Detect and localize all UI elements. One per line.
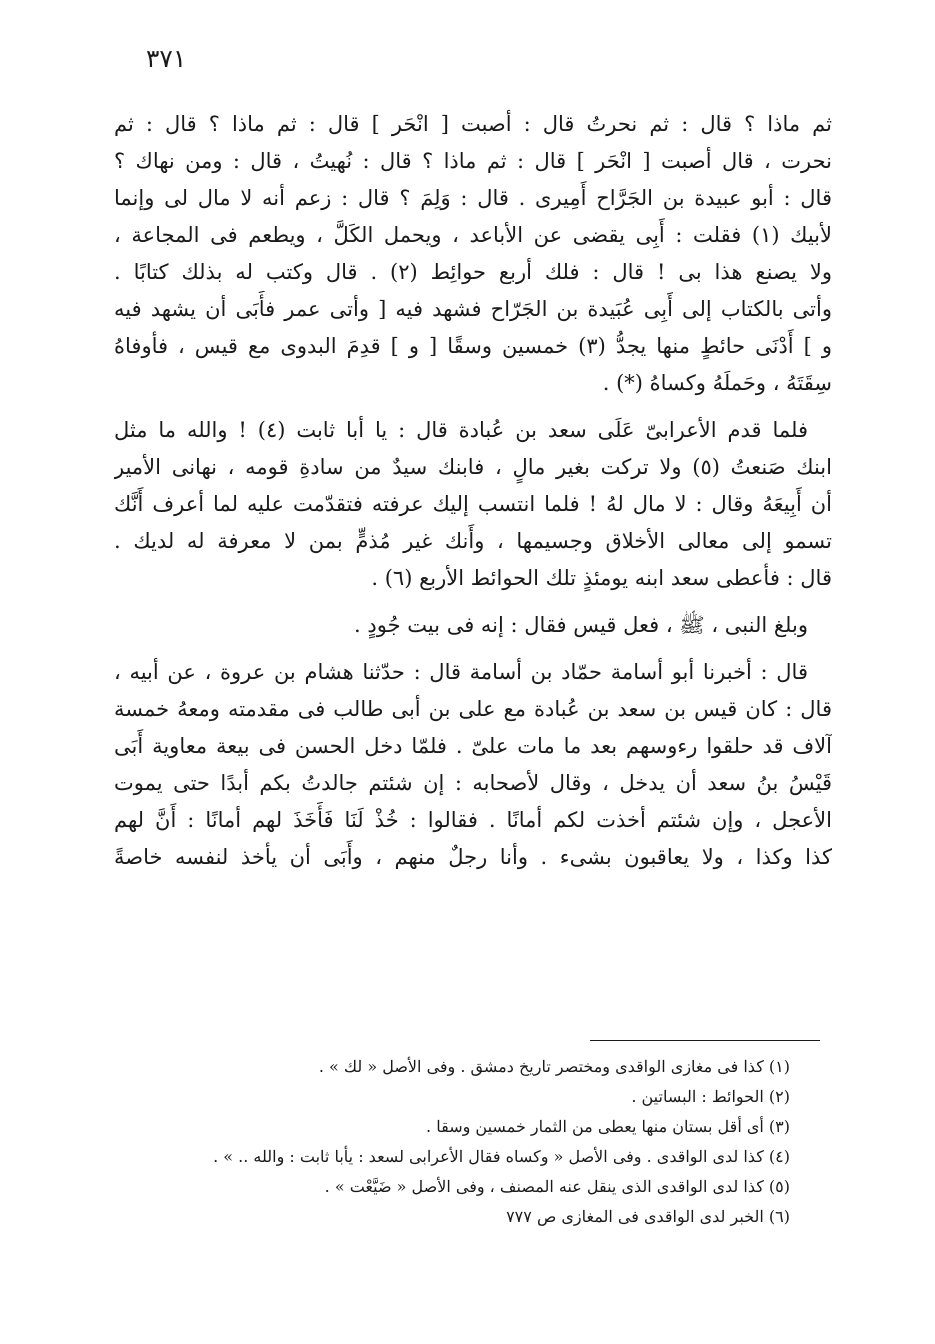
paragraph-4 bbox=[114, 654, 832, 876]
text-line: ثم ماذا ؟ قال : ثم نحرتُ قال : أصبت [ انْحَر ] قال : ثم ماذا ؟ قال : ثم bbox=[114, 112, 832, 136]
paragraph-gap bbox=[114, 597, 832, 607]
paragraph-1 bbox=[114, 106, 832, 402]
text-line: تسمو إلى معالى الأخلاق وجسيمها ، وأَنك غير مُذمٍّ بمن لا معرفة له لديك . bbox=[114, 529, 832, 553]
text-line: وأتى بالكتاب إلى أَبِى عُبَيدة بن الجَرّاح فشهد فيه [ وأتى عمر فأَبَى أن يشهد فيه bbox=[114, 297, 832, 321]
footnote-divider bbox=[590, 1040, 820, 1041]
paragraph-2 bbox=[114, 412, 832, 597]
footnote: (١) كذا فى مغازى الواقدى ومختصر تاريخ دمشق . وفى الأصل « لك » . bbox=[318, 1057, 790, 1076]
text-line: أن أَبِيعَهُ وقال : لا مال لهُ ! فلما انتسب إليك عرفته فتقدّمت عليه لما أعرف أَنَّك bbox=[114, 492, 832, 516]
text-line: ولا يصنع هذا بى ! قال : فلك أربع حوائِط (٢) . قال وكتب له بذلك كتابًا . bbox=[114, 260, 832, 284]
text-line: لأبيك (١) فقلت : أَبِى يقضى عن الأباعد ، ويحمل الكَلَّ ، ويطعم فى المجاعة ، bbox=[114, 223, 832, 247]
footnote: (٢) الحوائط : البساتين . bbox=[631, 1087, 790, 1106]
footnote: (٦) الخبر لدى الواقدى فى المغازى ص ٧٧٧ bbox=[506, 1207, 790, 1226]
text-line: قال : أبو عبيدة بن الجَرَّاح أَمِيرى . قال : وَلِمَ ؟ قال : زعم أنه لا مال لى وإنما bbox=[114, 186, 832, 210]
text-line: آلاف قد حلقوا رءوسهم بعد ما مات علىّ . فلمّا دخل الحسن فى بيعة معاوية أَبَى bbox=[114, 734, 832, 758]
paragraph-gap bbox=[114, 402, 832, 412]
footnote: (٥) كذا لدى الواقدى الذى ينقل عنه المصنف ، وفى الأصل « ضَيَّعْت » . bbox=[324, 1177, 790, 1196]
text-line: كذا وكذا ، ولا يعاقبون بشىء . وأنا رجلٌ منهم ، وأَبَى أن يأخذ لنفسه خاصةً bbox=[114, 845, 832, 869]
text-line: سِقَتَهُ ، وحَملَهُ وكساهُ (*) . bbox=[602, 371, 832, 395]
footnotes bbox=[114, 1052, 790, 1232]
text-line: و ] أَدْنَى حائطٍ منها يجدُّ (٣) خمسين وسقًا [ و ] قدِمَ البدوى مع قيس ، فأوفاهُ bbox=[114, 334, 832, 358]
paragraph-3 bbox=[114, 607, 832, 644]
footnote: (٤) كذا لدى الواقدى . وفى الأصل « وكساه فقال الأعرابى لسعد : يأبا ثابت : والله .. » . bbox=[213, 1147, 790, 1166]
text-line: الأعجل ، وإن شئتم أخذت لكم أمانًا . فقالوا : خُذْ لَنَا فَأَخَذَ لهم أمانًا : أَنَّ لهم bbox=[114, 808, 832, 832]
text-line: قال : أخبرنا أبو أسامة حمّاد بن أسامة قال : حدّثنا هشام بن عروة ، عن أبيه ، bbox=[114, 660, 808, 684]
paragraph-gap bbox=[114, 644, 832, 654]
text-line: نحرت ، قال أصبت [ انْحَر ] قال : ثم ماذا ؟ قال : نُهيتُ ، قال : ومن نهاك ؟ bbox=[114, 149, 832, 173]
footnote: (٣) أى أقل بستان منها يعطى من الثمار خمسين وسقا . bbox=[426, 1117, 790, 1136]
text-line: ابنك صَنعتُ (٥) ولا تركت بغير مالٍ ، فابنك سيدٌ من سادةِ قومه ، نهانى الأمير bbox=[114, 455, 832, 479]
text-line: قال : كان قيس بن سعد بن عُبادة مع على بن أبى طالب فى مقدمته ومعهُ خمسة bbox=[114, 697, 832, 721]
page-number: ٣٧١ bbox=[146, 44, 187, 73]
text-line: وبلغ النبى ، ﷺ ، فعل قيس فقال : إنه فى بيت جُودٍ . bbox=[354, 613, 808, 637]
text-line: فلما قدم الأعرابىّ عَلَى سعد بن عُبادة قال : يا أبا ثابت (٤) ! والله ما مثل bbox=[114, 418, 808, 442]
text-line: قال : فأعطى سعد ابنه يومئذٍ تلك الحوائط الأربع (٦) . bbox=[371, 566, 832, 590]
text-line: قَيْسُ بنُ سعد أن يدخل ، وقال لأصحابه : إن شئتم جالدتُ بكم أبدًا حتى يموت bbox=[114, 771, 832, 795]
main-text bbox=[114, 106, 832, 876]
